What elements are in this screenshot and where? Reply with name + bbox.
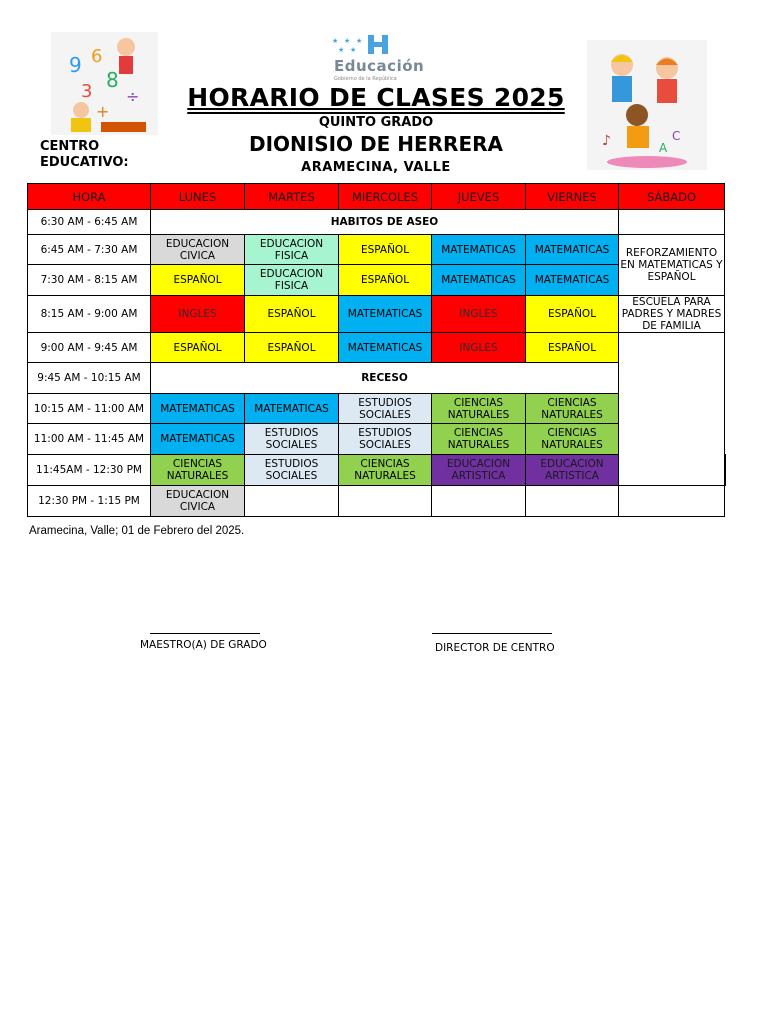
class-cell: CIENCIAS NATURALES xyxy=(432,424,526,455)
svg-text:8: 8 xyxy=(106,68,119,92)
class-cell: EDUCACION FISICA xyxy=(245,265,339,296)
receso-cell: RECESO xyxy=(151,363,619,394)
class-cell: ESTUDIOS SOCIALES xyxy=(339,394,432,424)
logo-text: Educación xyxy=(334,57,425,75)
class-cell: ESPAÑOL xyxy=(339,235,432,265)
header-miercoles: MIERCOLES xyxy=(339,184,432,210)
svg-text:C: C xyxy=(672,129,681,143)
class-cell: EDUCACION ARTISTICA xyxy=(432,455,526,486)
svg-text:★: ★ xyxy=(350,46,357,54)
class-cell: CIENCIAS NATURALES xyxy=(526,424,619,455)
table-row xyxy=(28,296,726,333)
svg-text:9: 9 xyxy=(69,53,82,77)
hora-cell: 12:30 PM - 1:15 PM xyxy=(28,486,151,517)
class-cell: CIENCIAS NATURALES xyxy=(151,455,245,486)
habitos-cell: HABITOS DE ASEO xyxy=(151,210,619,235)
kids-numbers-image xyxy=(51,32,158,135)
svg-text:6: 6 xyxy=(91,46,103,67)
svg-text:★: ★ xyxy=(344,37,351,45)
sabado-cell xyxy=(619,210,725,235)
class-cell xyxy=(432,486,526,517)
class-cell: EDUCACION ARTISTICA xyxy=(526,455,619,486)
class-cell: ESTUDIOS SOCIALES xyxy=(245,455,339,486)
hora-cell: 8:15 AM - 9:00 AM xyxy=(28,296,151,333)
header-row xyxy=(28,184,726,210)
town-label: ARAMECINA, VALLE xyxy=(301,160,451,175)
class-cell: EDUCACION FISICA xyxy=(245,235,339,265)
sabado-cell xyxy=(725,455,726,486)
page-title: HORARIO DE CLASES 2025 xyxy=(187,83,565,112)
class-cell: ESPAÑOL xyxy=(245,333,339,363)
class-cell: ESPAÑOL xyxy=(339,265,432,296)
class-cell: MATEMATICAS xyxy=(151,394,245,424)
sabado-cell xyxy=(619,486,725,517)
table-row xyxy=(28,210,726,235)
centro-label: CENTRO EDUCATIVO: xyxy=(40,139,129,170)
hora-cell: 11:00 AM - 11:45 AM xyxy=(28,424,151,455)
place-date: Aramecina, Valle; 01 de Febrero del 2025. xyxy=(29,525,245,537)
class-cell xyxy=(339,486,432,517)
class-cell xyxy=(526,486,619,517)
class-cell: INGLES xyxy=(151,296,245,333)
class-cell: MATEMATICAS xyxy=(339,296,432,333)
class-cell: MATEMATICAS xyxy=(245,394,339,424)
class-cell: CIENCIAS NATURALES xyxy=(526,394,619,424)
class-cell: INGLES xyxy=(432,296,526,333)
class-cell: ESTUDIOS SOCIALES xyxy=(245,424,339,455)
sabado-cell: ESCUELA PARA PADRES Y MADRES DE FAMILIA xyxy=(619,296,725,333)
class-cell: EDUCACION CIVICA xyxy=(151,235,245,265)
table-row xyxy=(28,235,726,265)
class-cell: MATEMATICAS xyxy=(151,424,245,455)
school-name: DIONISIO DE HERRERA xyxy=(248,132,503,156)
hora-cell: 6:30 AM - 6:45 AM xyxy=(28,210,151,235)
table-row xyxy=(28,333,726,363)
logo-subtext: Gobierno de la República xyxy=(334,76,397,82)
header-viernes: VIERNES xyxy=(526,184,619,210)
header-martes: MARTES xyxy=(245,184,339,210)
class-cell: EDUCACION CIVICA xyxy=(151,486,245,517)
table-row xyxy=(28,486,726,517)
hora-cell: 7:30 AM - 8:15 AM xyxy=(28,265,151,296)
class-cell: MATEMATICAS xyxy=(526,265,619,296)
class-cell: ESPAÑOL xyxy=(245,296,339,333)
class-cell xyxy=(245,486,339,517)
signature-label-director: DIRECTOR DE CENTRO xyxy=(435,642,555,654)
class-cell: MATEMATICAS xyxy=(432,235,526,265)
class-cell: ESTUDIOS SOCIALES xyxy=(339,424,432,455)
class-cell: ESPAÑOL xyxy=(151,333,245,363)
kids-playing-image xyxy=(587,40,707,170)
svg-text:♪: ♪ xyxy=(602,133,611,149)
grade-label: QUINTO GRADO xyxy=(318,115,434,130)
svg-text:A: A xyxy=(659,141,668,155)
class-cell: ESPAÑOL xyxy=(526,296,619,333)
svg-text:+: + xyxy=(96,102,110,121)
svg-text:★: ★ xyxy=(332,37,339,45)
signature-line-right xyxy=(432,633,552,634)
svg-text:★: ★ xyxy=(338,46,345,54)
svg-text:3: 3 xyxy=(81,81,93,102)
class-cell: CIENCIAS NATURALES xyxy=(339,455,432,486)
signature-line-left xyxy=(150,633,260,634)
class-cell: INGLES xyxy=(432,333,526,363)
header-jueves: JUEVES xyxy=(432,184,526,210)
class-cell: MATEMATICAS xyxy=(432,265,526,296)
schedule-table xyxy=(27,183,726,517)
hora-cell: 6:45 AM - 7:30 AM xyxy=(28,235,151,265)
sabado-cell xyxy=(619,333,725,486)
educacion-logo xyxy=(330,33,460,82)
class-cell: MATEMATICAS xyxy=(339,333,432,363)
svg-text:★: ★ xyxy=(356,37,363,45)
svg-text:÷: ÷ xyxy=(126,87,140,106)
class-cell: ESPAÑOL xyxy=(526,333,619,363)
class-cell: ESPAÑOL xyxy=(151,265,245,296)
class-cell: MATEMATICAS xyxy=(526,235,619,265)
sabado-cell: REFORZAMIENTO EN MATEMATICAS Y ESPAÑOL xyxy=(619,235,725,296)
class-cell: CIENCIAS NATURALES xyxy=(432,394,526,424)
hora-cell: 10:15 AM - 11:00 AM xyxy=(28,394,151,424)
hora-cell: 9:45 AM - 10:15 AM xyxy=(28,363,151,394)
hora-cell: 11:45AM - 12:30 PM xyxy=(28,455,151,486)
hora-cell: 9:00 AM - 9:45 AM xyxy=(28,333,151,363)
header-hora: HORA xyxy=(28,184,151,210)
header-sabado: SÁBADO xyxy=(619,184,725,210)
signature-label-teacher: MAESTRO(A) DE GRADO xyxy=(140,639,267,651)
header-lunes: LUNES xyxy=(151,184,245,210)
